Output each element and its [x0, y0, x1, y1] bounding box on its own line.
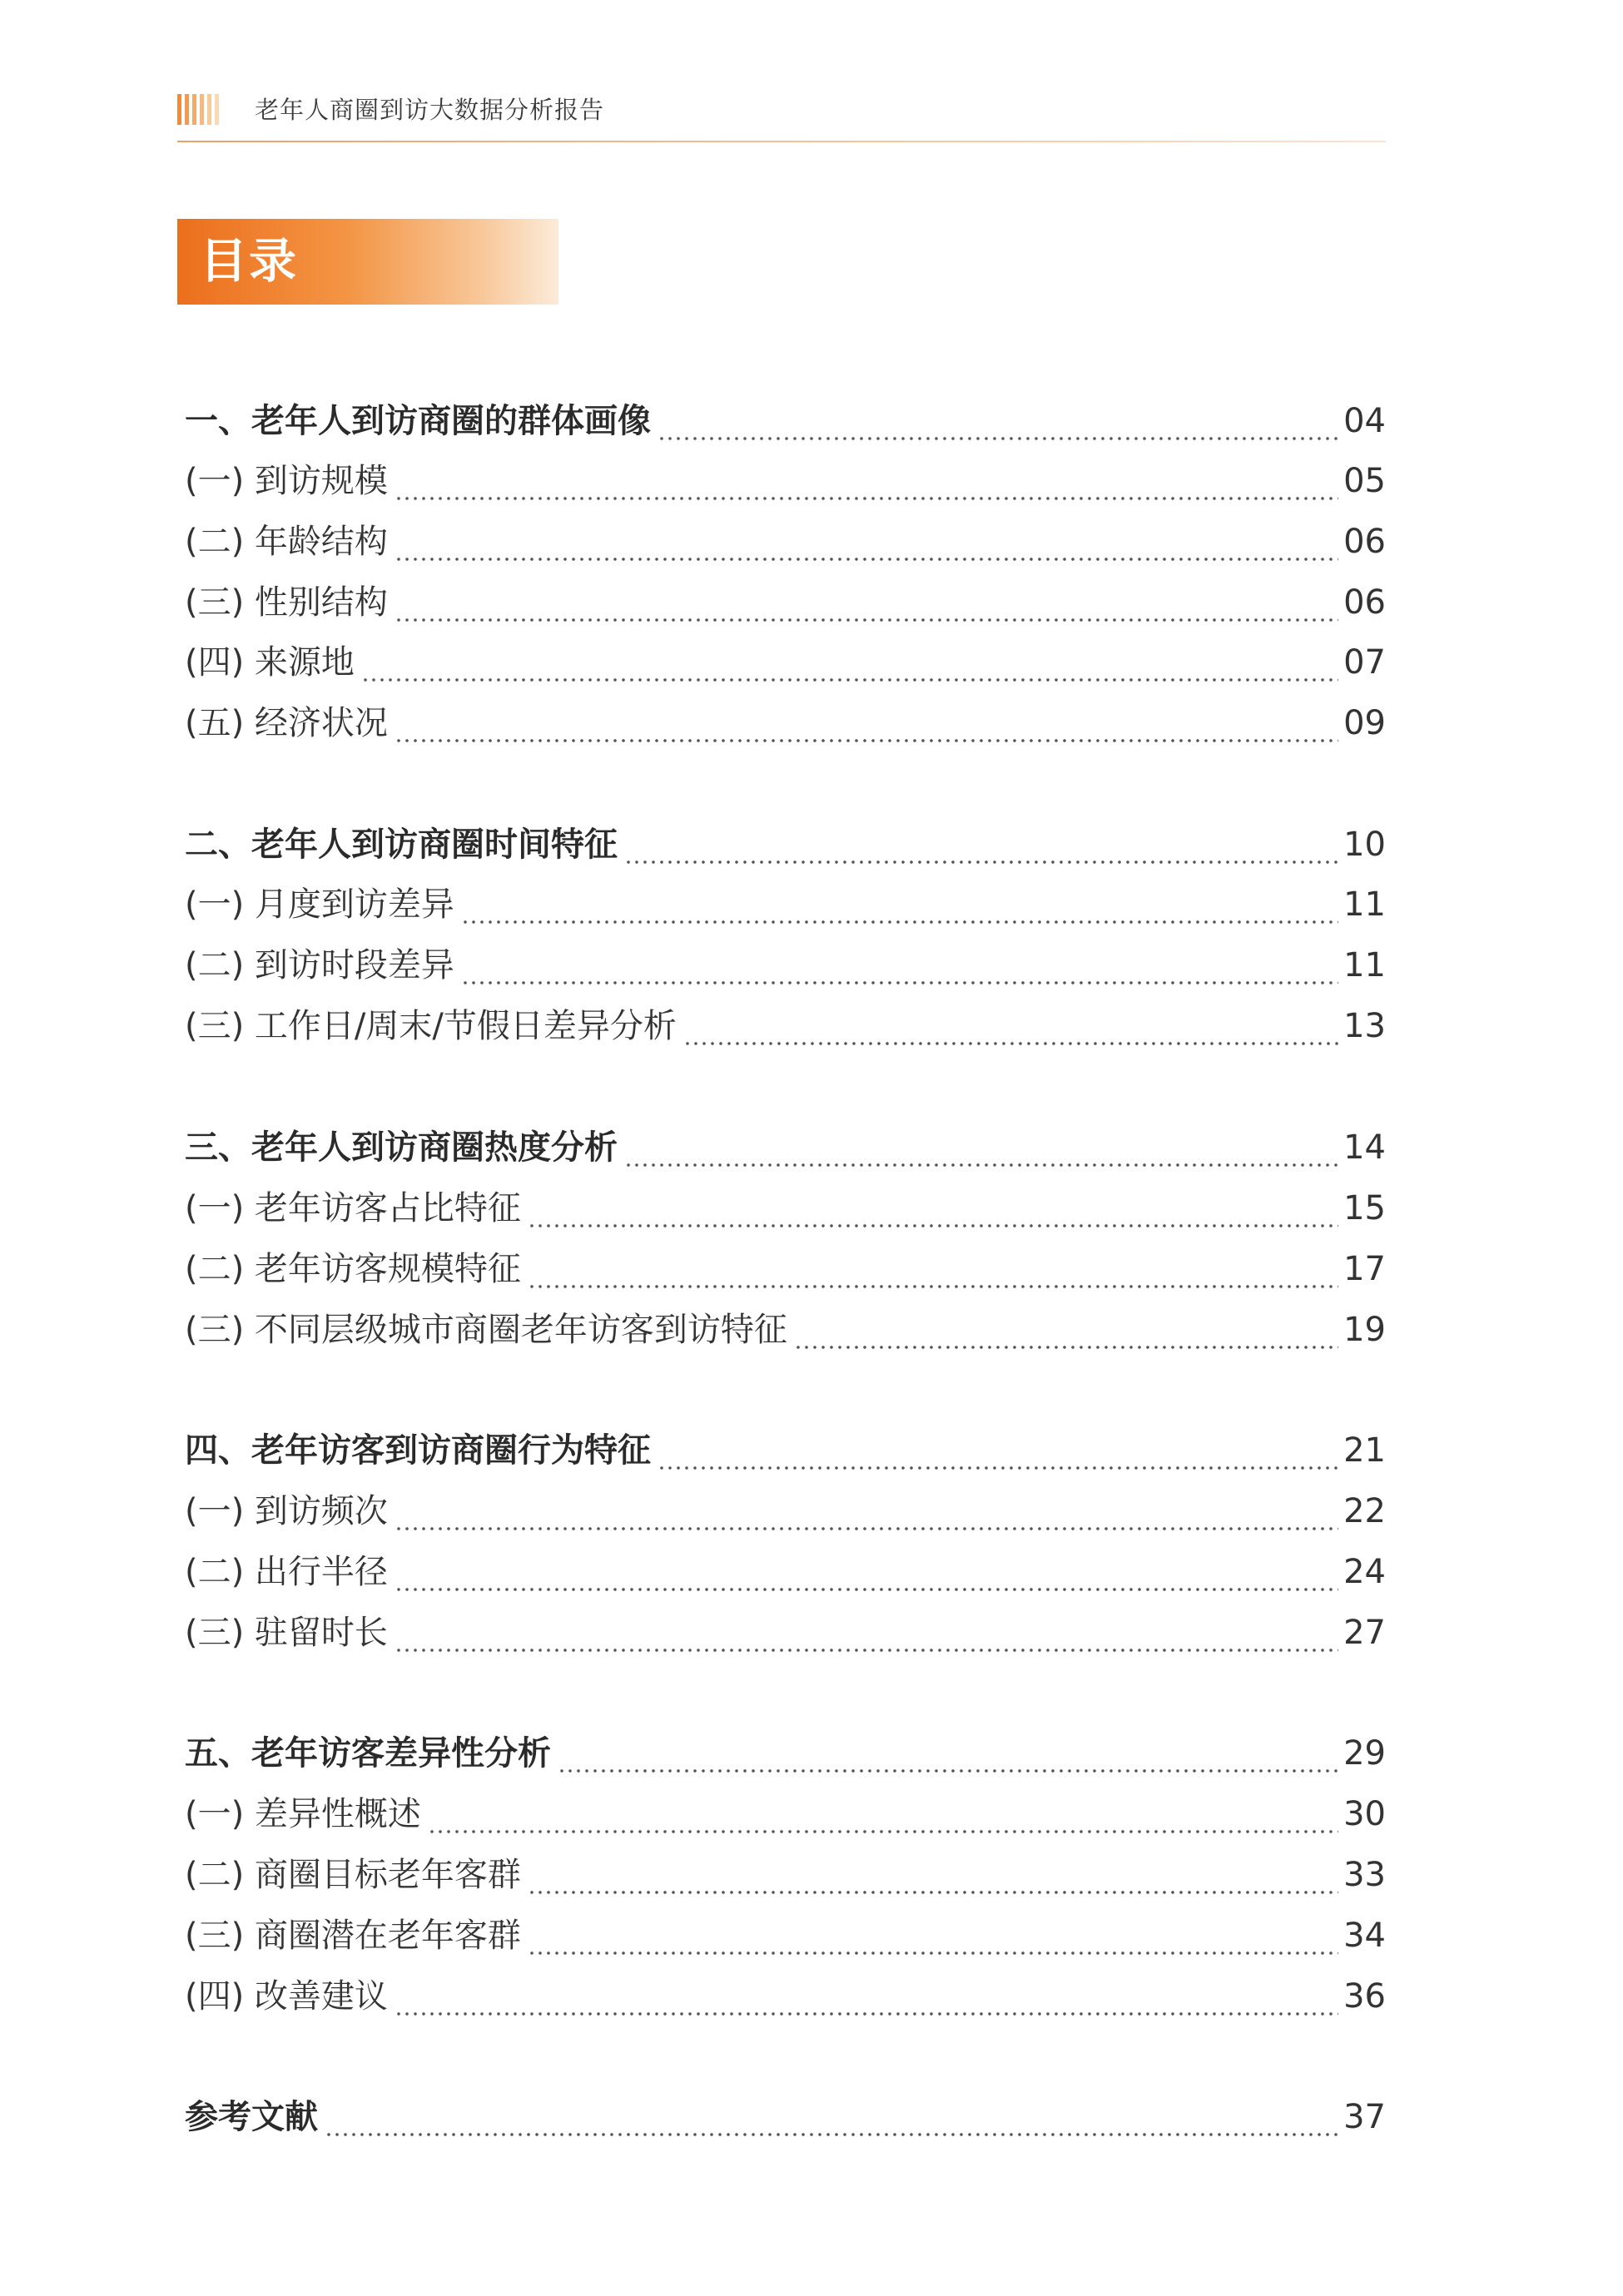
- toc-page-number: 11: [1343, 885, 1386, 924]
- toc-dot-leader: [658, 398, 1338, 444]
- toc-page-number: 14: [1343, 1128, 1386, 1167]
- report-title: 老年人商圈到访大数据分析报告: [255, 96, 605, 124]
- toc-dot-leader: [461, 881, 1338, 928]
- toc-chapter-entry[interactable]: [185, 1124, 1386, 1171]
- toc-entry-label: (一) 到访规模: [185, 462, 388, 500]
- toc-dot-leader: [461, 942, 1338, 989]
- toc-entry-label: (三) 驻留时长: [185, 1614, 388, 1652]
- toc-subsection-entry[interactable]: [185, 942, 1386, 989]
- toc-dot-leader: [395, 1488, 1338, 1535]
- toc-page-number: 07: [1343, 643, 1386, 682]
- toc-subsection-entry[interactable]: [185, 1791, 1386, 1837]
- toc-subsection-entry[interactable]: [185, 1246, 1386, 1292]
- toc-page-number: 06: [1343, 583, 1386, 622]
- toc-page-number: 34: [1343, 1917, 1386, 1955]
- toc-dot-leader: [528, 1852, 1338, 1898]
- toc-dot-leader: [395, 458, 1338, 504]
- page-header: [177, 92, 1386, 141]
- toc-page-number: 09: [1343, 704, 1386, 742]
- toc-entry-label: 一、老年人到访商圈的群体画像: [185, 402, 651, 440]
- toc-dot-leader: [658, 1427, 1338, 1474]
- toc-dot-leader: [361, 639, 1338, 686]
- toc-page-number: 29: [1343, 1734, 1386, 1773]
- toc-subsection-entry[interactable]: [185, 579, 1386, 626]
- toc-page-number: 37: [1343, 2098, 1386, 2136]
- toc-entry-label: 三、老年人到访商圈热度分析: [185, 1128, 618, 1167]
- toc-page-number: 06: [1343, 523, 1386, 561]
- toc-page-number: 15: [1343, 1189, 1386, 1227]
- toc-entry-label: 四、老年访客到访商圈行为特征: [185, 1431, 651, 1470]
- toc-page-number: 10: [1343, 826, 1386, 864]
- toc-subsection-entry[interactable]: [185, 1185, 1386, 1232]
- toc-page-number: 13: [1343, 1007, 1386, 1045]
- toc-chapter-entry[interactable]: [185, 2094, 1386, 2140]
- toc-entry-label: (一) 到访频次: [185, 1492, 388, 1530]
- toc-dot-leader: [395, 1549, 1338, 1595]
- toc-entry-label: (五) 经济状况: [185, 704, 388, 742]
- toc-subsection-entry[interactable]: [185, 1912, 1386, 1959]
- toc-subsection-entry[interactable]: [185, 1852, 1386, 1898]
- toc-subsection-entry[interactable]: [185, 1973, 1386, 2020]
- header-bar: [215, 94, 219, 125]
- toc-subsection-entry[interactable]: [185, 1488, 1386, 1535]
- toc-page-number: 05: [1343, 462, 1386, 500]
- toc-entry-label: 五、老年访客差异性分析: [185, 1734, 551, 1773]
- toc-subsection-entry[interactable]: [185, 1307, 1386, 1353]
- toc-chapter-entry[interactable]: [185, 1427, 1386, 1474]
- toc-page-number: 24: [1343, 1553, 1386, 1591]
- toc-entry-label: 二、老年人到访商圈时间特征: [185, 826, 618, 864]
- header-bar: [200, 94, 204, 125]
- header-bar: [207, 94, 211, 125]
- toc-page-number: 04: [1343, 402, 1386, 440]
- toc-dot-leader: [325, 2094, 1338, 2140]
- toc-chapter-entry[interactable]: [185, 821, 1386, 868]
- toc-entry-label: (二) 出行半径: [185, 1553, 388, 1591]
- toc-title: 目录: [200, 234, 298, 289]
- toc-entry-label: (一) 差异性概述: [185, 1795, 421, 1833]
- toc-dot-leader: [395, 1973, 1338, 2020]
- toc-page-number: 19: [1343, 1311, 1386, 1349]
- toc-subsection-entry[interactable]: [185, 1549, 1386, 1595]
- toc-page-number: 27: [1343, 1614, 1386, 1652]
- toc-page-number: 17: [1343, 1250, 1386, 1288]
- toc-chapter-entry[interactable]: [185, 1730, 1386, 1777]
- toc-chapter-entry[interactable]: [185, 398, 1386, 444]
- toc-entry-label: 参考文献: [185, 2098, 318, 2136]
- toc-page-number: 33: [1343, 1856, 1386, 1894]
- toc-page-number: 36: [1343, 1977, 1386, 2016]
- toc-subsection-entry[interactable]: [185, 700, 1386, 746]
- header-decoration-bars: [177, 94, 222, 125]
- toc-dot-leader: [395, 700, 1338, 746]
- toc-subsection-entry[interactable]: [185, 639, 1386, 686]
- toc-page-number: 30: [1343, 1795, 1386, 1833]
- toc-dot-leader: [528, 1912, 1338, 1959]
- header-bar: [192, 94, 196, 125]
- toc-entry-label: (一) 老年访客占比特征: [185, 1189, 521, 1227]
- toc-subsection-entry[interactable]: [185, 518, 1386, 565]
- toc-entry-label: (四) 改善建议: [185, 1977, 388, 2016]
- toc-dot-leader: [395, 1609, 1338, 1656]
- toc-dot-leader: [528, 1185, 1338, 1232]
- header-divider: [177, 141, 1386, 142]
- toc-dot-leader: [683, 1003, 1338, 1049]
- toc-subsection-entry[interactable]: [185, 881, 1386, 928]
- toc-entry-label: (三) 商圈潜在老年客群: [185, 1917, 521, 1955]
- toc-entry-label: (三) 工作日/周末/节假日差异分析: [185, 1007, 677, 1045]
- toc-dot-leader: [624, 1124, 1338, 1171]
- toc-dot-leader: [794, 1307, 1338, 1353]
- toc-entry-label: (三) 性别结构: [185, 583, 388, 622]
- toc-subsection-entry[interactable]: [185, 1609, 1386, 1656]
- toc-entry-label: (一) 月度到访差异: [185, 885, 454, 924]
- toc-page-number: 21: [1343, 1431, 1386, 1470]
- toc-dot-leader: [558, 1730, 1338, 1777]
- toc-page-number: 11: [1343, 946, 1386, 984]
- toc-dot-leader: [428, 1791, 1338, 1837]
- toc-subsection-entry[interactable]: [185, 1003, 1386, 1049]
- toc-entry-label: (二) 到访时段差异: [185, 946, 454, 984]
- toc-entry-label: (二) 老年访客规模特征: [185, 1250, 521, 1288]
- toc-entry-label: (三) 不同层级城市商圈老年访客到访特征: [185, 1311, 787, 1349]
- toc-entry-label: (四) 来源地: [185, 643, 355, 682]
- toc-dot-leader: [395, 518, 1338, 565]
- toc-entry-label: (二) 商圈目标老年客群: [185, 1856, 521, 1894]
- header-bar: [185, 94, 189, 125]
- header-bar: [177, 94, 181, 125]
- toc-page-number: 22: [1343, 1492, 1386, 1530]
- toc-dot-leader: [528, 1246, 1338, 1292]
- toc-subsection-entry[interactable]: [185, 458, 1386, 504]
- toc-dot-leader: [395, 579, 1338, 626]
- toc-entry-label: (二) 年龄结构: [185, 523, 388, 561]
- toc-dot-leader: [624, 821, 1338, 868]
- toc-title-banner: [177, 219, 558, 305]
